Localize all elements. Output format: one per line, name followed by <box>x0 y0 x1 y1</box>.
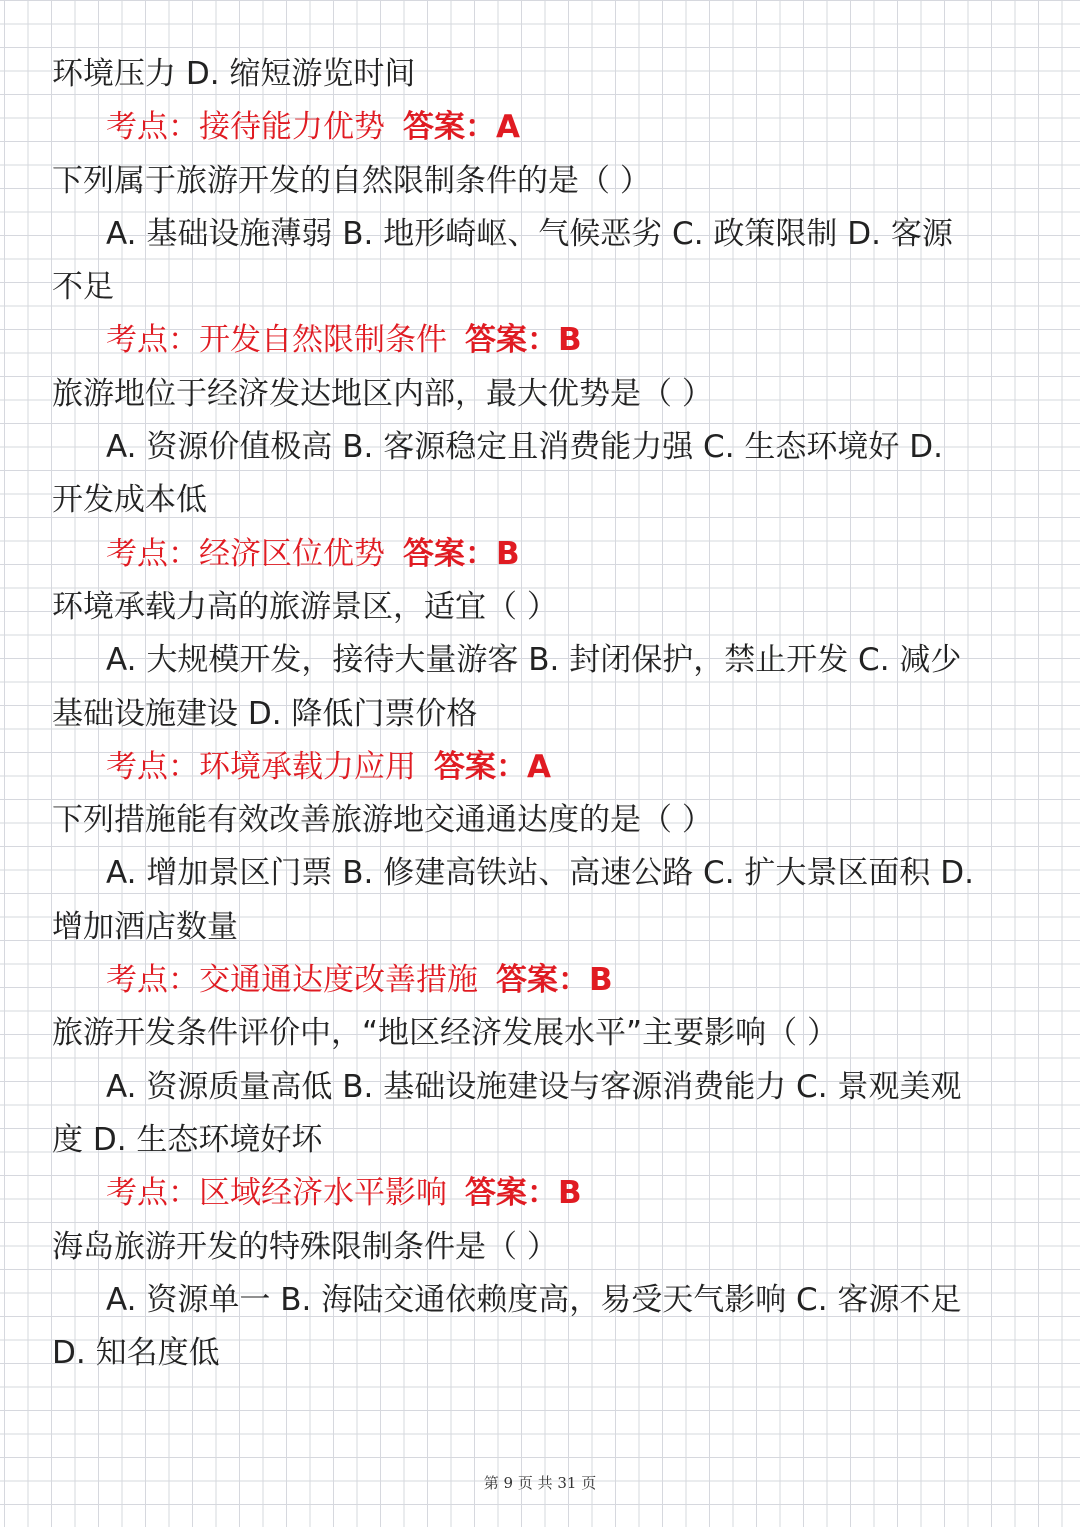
question-line: 下列属于旅游开发的自然限制条件的是（ ） <box>52 162 651 199</box>
option-line: A. 基础设施薄弱 B. 地形崎岖、气候恶劣 C. 政策限制 D. 客源 <box>106 215 953 252</box>
option-line: 不足 <box>52 269 114 306</box>
question-line: 环境承载力高的旅游景区，适宜（ ） <box>52 588 558 625</box>
option-line: A. 资源单一 B. 海陆交通依赖度高，易受天气影响 C. 客源不足 <box>106 1281 962 1318</box>
option-line: 开发成本低 <box>52 482 207 519</box>
option-line: A. 资源价值极高 B. 客源稳定且消费能力强 C. 生态环境好 D. <box>106 429 943 466</box>
question-line: 旅游地位于经济发达地区内部，最大优势是（ ） <box>52 375 713 412</box>
option-line: 基础设施建设 D. 降低门票价格 <box>52 695 478 732</box>
answer: 答案：A <box>434 748 551 785</box>
answer: 答案：A <box>403 109 520 146</box>
answer-line <box>52 1167 1042 1220</box>
key-point: 考点：接待能力优势 <box>106 109 385 146</box>
option-line: A. 资源质量高低 B. 基础设施建设与客源消费能力 C. 景观美观 <box>106 1068 962 1105</box>
option-line: 增加酒店数量 <box>52 908 238 945</box>
answer: 答案：B <box>403 535 520 572</box>
key-point: 考点：开发自然限制条件 <box>106 322 447 359</box>
question-line: 下列措施能有效改善旅游地交通通达度的是（ ） <box>52 802 713 839</box>
key-point: 考点：区域经济水平影响 <box>106 1175 447 1212</box>
option-line: D. 知名度低 <box>52 1335 220 1372</box>
answer-line <box>52 314 1042 367</box>
option-line: A. 大规模开发，接待大量游客 B. 封闭保护，禁止开发 C. 减少 <box>106 642 962 679</box>
answer: 答案：B <box>465 1175 582 1212</box>
answer-line <box>52 741 1042 794</box>
answer-line <box>52 528 1042 581</box>
key-point: 考点：环境承载力应用 <box>106 748 416 785</box>
option-line: 环境压力 D. 缩短游览时间 <box>52 56 416 92</box>
option-line: 度 D. 生态环境好坏 <box>52 1121 323 1158</box>
answer-line <box>52 954 1042 1007</box>
answer: 答案：B <box>465 322 582 359</box>
answer-line <box>52 101 1042 154</box>
key-point: 考点：交通通达度改善措施 <box>106 962 478 999</box>
document-page <box>52 48 1042 1380</box>
key-point: 考点：经济区位优势 <box>106 535 385 572</box>
question-line: 旅游开发条件评价中，“地区经济发展水平”主要影响（ ） <box>52 1015 838 1052</box>
option-line: A. 增加景区门票 B. 修建高铁站、高速公路 C. 扩大景区面积 D. <box>106 855 974 892</box>
page-footer: 第 9 页 共 31 页 <box>483 1474 597 1492</box>
question-line: 海岛旅游开发的特殊限制条件是（ ） <box>52 1228 558 1265</box>
answer: 答案：B <box>496 962 613 999</box>
